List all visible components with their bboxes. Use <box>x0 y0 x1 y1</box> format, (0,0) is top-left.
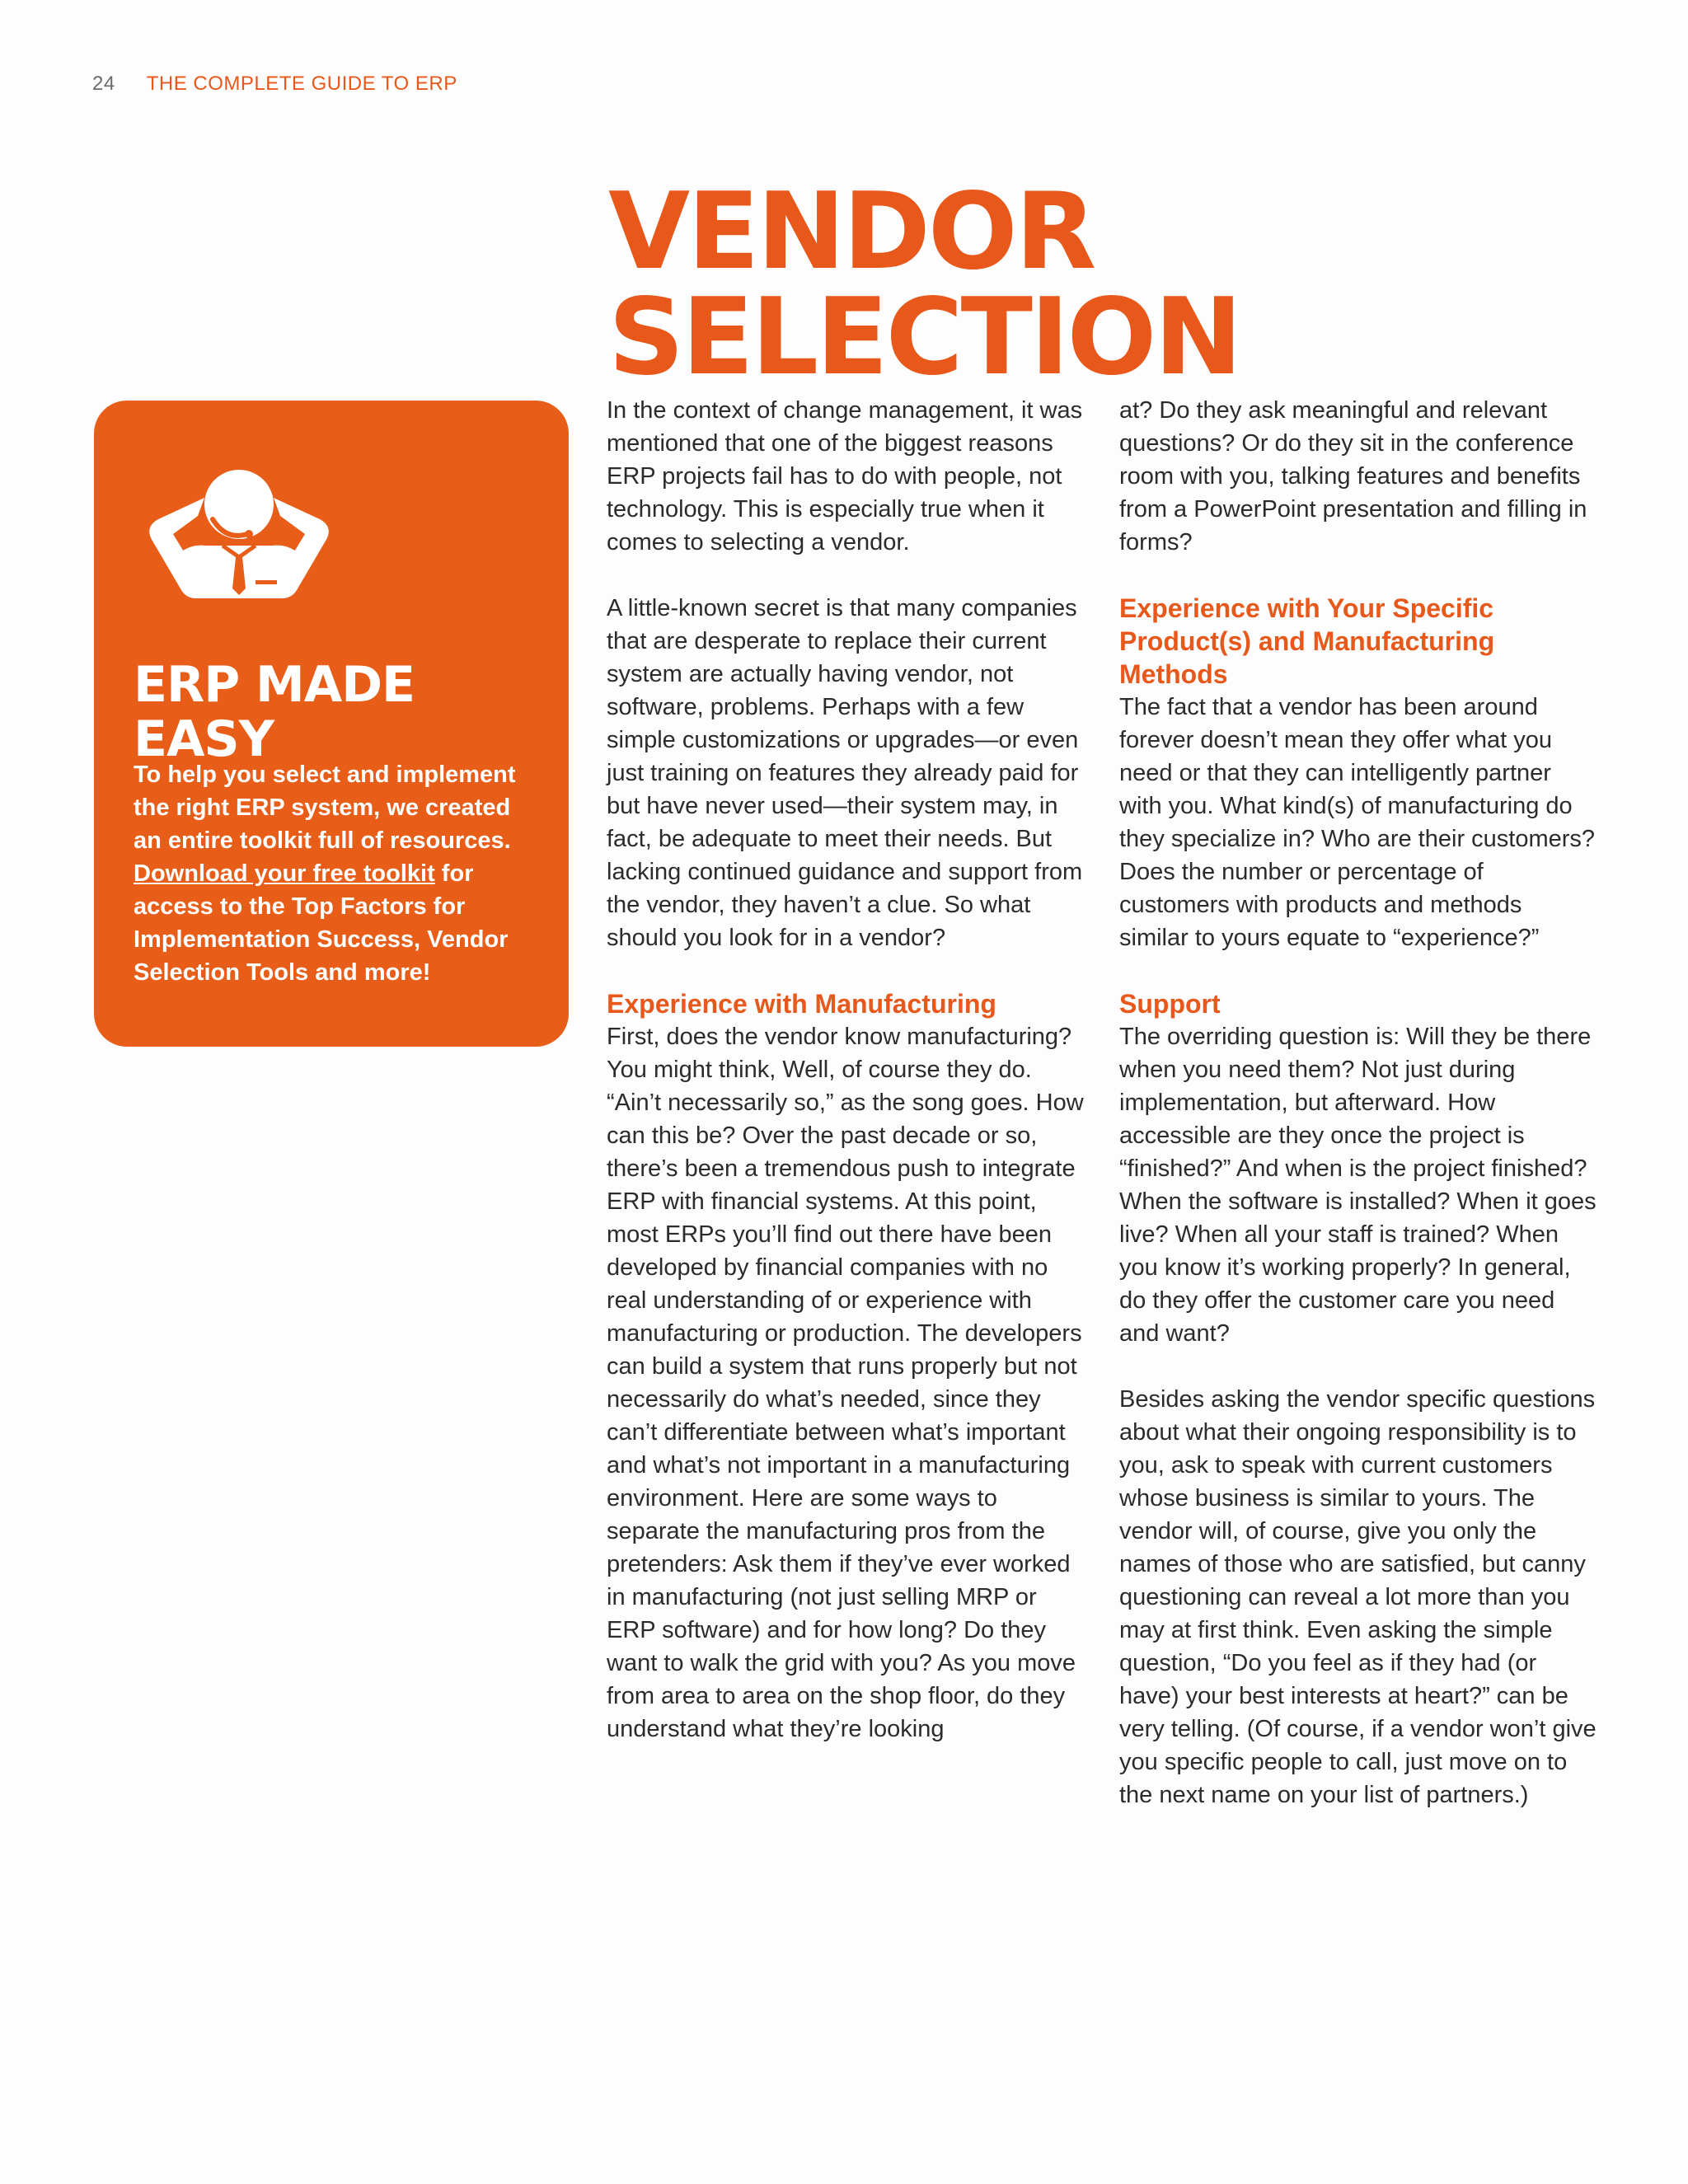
paragraph: In the context of change management, it was mentioned that one of the biggest reasons ERP projects fail has to do with people, not technology. This is especially true when it comes to selecting a vendor. <box>607 397 1083 555</box>
page-number: 24 <box>92 73 115 95</box>
article-column-2 <box>1119 394 1597 1844</box>
person-thinking-icon <box>134 465 345 613</box>
paragraph: Besides asking the vendor specific questions about what their ongoing responsibility is to you, ask to speak with current customers whose business is similar to yours. The vendor will, of course, give you only the names of those who are satisfied, but canny questioning can reveal a lot more than you may at first think. Even asking the simple question, “Do you feel as if they had (or have) your best interests at heart?” can be very telling. (Of course, if a vendor won’t give you specific people to call, just move on to the next name on your list of partners.) <box>1119 1386 1597 1808</box>
box-title: ERP MADE EASY <box>134 656 415 768</box>
section-heading: Experience with Manufacturing <box>607 989 996 1019</box>
paragraph: at? Do they ask meaningful and relevant questions? Or do they sit in the conference room with you, talking features and benefits from a PowerPoint presentation and filling in forms? <box>1119 397 1587 555</box>
box-text-outro: for access to the Top Factors for Implementation Success, Vendor Selection Tools and more! <box>134 860 509 986</box>
section-heading: Support <box>1119 989 1221 1019</box>
article-column-1 <box>607 394 1085 1779</box>
paragraph: A little-known secret is that many companies that are desperate to replace their current system are actually having vendor, not software, problems. Perhaps with a few simple customizations or upgrades—or even just training on features they already paid for but have never used—their system may, in fact, be adequate to meet their needs. But lacking continued guidance and support from the vendor, they haven’t a clue. So what should you look for in a vendor? <box>607 595 1083 951</box>
paragraph: The fact that a vendor has been around forever doesn’t mean they offer what you need or that they can intelligently partner with you. What kind(s) of manufacturing do they specialize in? Who are their customers? Does the number or percentage of customers with products and methods similar to yours equate to “experience?” <box>1119 694 1596 951</box>
page-title: VENDOR SELECTION <box>608 171 1240 399</box>
page-header <box>92 73 457 96</box>
guide-title: THE COMPLETE GUIDE TO ERP <box>146 73 457 95</box>
section-heading: Experience with Your Specific Product(s) and Manufacturing Methods <box>1119 593 1495 689</box>
download-toolkit-link[interactable]: Download your free toolkit <box>134 860 435 887</box>
paragraph: The overriding question is: Will they be there when you need them? Not just during implementation, but afterward. How accessible are they once the project is “finished?” And when is the project finished? When the software is installed? When it goes live? When all your staff is trained? When you know it’s working properly? In general, do they offer the customer care you need and want? <box>1119 1024 1597 1347</box>
box-text-intro: To help you select and implement the right ERP system, we created an entire toolkit full of resources. <box>134 762 516 854</box>
box-text <box>134 758 521 989</box>
erp-made-easy-box <box>94 401 569 1047</box>
paragraph: First, does the vendor know manufacturing? You might think, Well, of course they do. “Ain’t necessarily so,” as the song goes. How can this be? Over the past decade or so, there’s been a tremendous push to integrate ERP with financial systems. At this point, most ERPs you’ll find out there have been developed by financial companies with no real understanding of or experience with manufacturing or production. The developers can build a system that runs properly but not necessarily do what’s needed, since they can’t differentiate between what’s important and what’s not important in a manufacturing environment. Here are some ways to separate the manufacturing pros from the pretenders: Ask them if they’ve ever worked in manufacturing (not just selling MRP or ERP software) and for how long? Do they want to walk the grid with you? As you move from area to area on the shop floor, do they understand what they’re looking <box>607 1024 1084 1742</box>
